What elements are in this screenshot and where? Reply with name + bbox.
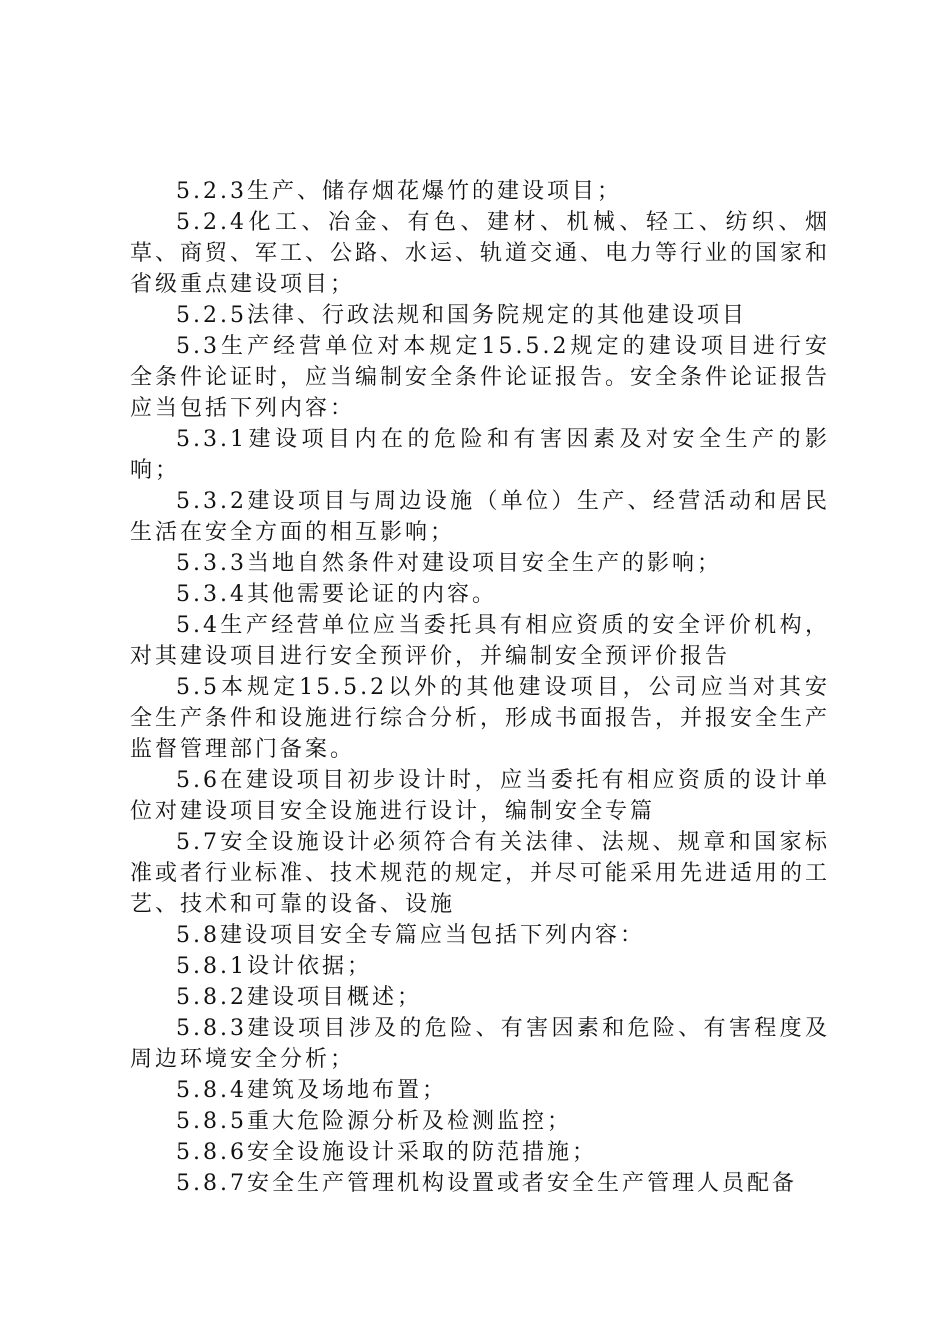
paragraph-5-3: 5.3生产经营单位对本规定15.5.2规定的建设项目进行安全条件论证时，应当编制安全条件论证报告。安全条件论证报告应当包括下列内容： <box>130 334 831 421</box>
paragraph-5-8-6: 5.8.6安全设施设计采取的防范措施； <box>176 1140 597 1165</box>
paragraph-5-3-4: 5.3.4其他需要论证的内容。 <box>176 582 497 607</box>
paragraph-5-2-4: 5.2.4化工、冶金、有色、建材、机械、轻工、纺织、烟草、商贸、军工、公路、水运、轨道交通、电力等行业的国家和省级重点建设项目； <box>130 210 831 297</box>
paragraph-5-3-2: 5.3.2建设项目与周边设施（单位）生产、经营活动和居民生活在安全方面的相互影响； <box>130 489 830 545</box>
paragraph-5-8-7: 5.8.7安全生产管理机构设置或者安全生产管理人员配备 <box>176 1171 797 1196</box>
paragraph-5-8-4: 5.8.4建筑及场地布置； <box>176 1078 447 1103</box>
paragraph-5-7: 5.7安全设施设计必须符合有关法律、法规、规章和国家标准或者行业标准、技术规范的规定，并尽可能采用先进适用的工艺、技术和可靠的设备、设施 <box>130 830 831 917</box>
paragraph-5-8-1: 5.8.1设计依据； <box>176 954 372 979</box>
paragraph-5-8: 5.8建设项目安全专篇应当包括下列内容： <box>176 923 645 948</box>
paragraph-5-3-1: 5.3.1建设项目内在的危险和有害因素及对安全生产的影响； <box>130 427 830 483</box>
paragraph-5-8-3: 5.8.3建设项目涉及的危险、有害因素和危险、有害程度及周边环境安全分析； <box>130 1016 830 1072</box>
paragraph-5-2-5: 5.2.5法律、行政法规和国务院规定的其他建设项目 <box>176 303 747 328</box>
paragraph-5-2-3: 5.2.3生产、储存烟花爆竹的建设项目； <box>176 179 622 204</box>
paragraph-5-8-5: 5.8.5重大危险源分析及检测监控； <box>176 1109 572 1134</box>
paragraph-5-8-2: 5.8.2建设项目概述； <box>176 985 422 1010</box>
paragraph-5-4: 5.4生产经营单位应当委托具有相应资质的安全评价机构，对其建设项目进行安全预评价，并编制安全预评价报告 <box>130 613 830 669</box>
paragraph-5-5: 5.5本规定15.5.2以外的其他建设项目，公司应当对其安全生产条件和设施进行综合分析，形成书面报告，并报安全生产监督管理部门备案。 <box>130 675 831 762</box>
paragraph-5-3-3: 5.3.3当地自然条件对建设项目安全生产的影响； <box>176 551 722 576</box>
document-body <box>130 176 830 1199</box>
paragraph-5-6: 5.6在建设项目初步设计时，应当委托有相应资质的设计单位对建设项目安全设施进行设计，编制安全专篇 <box>130 768 830 824</box>
